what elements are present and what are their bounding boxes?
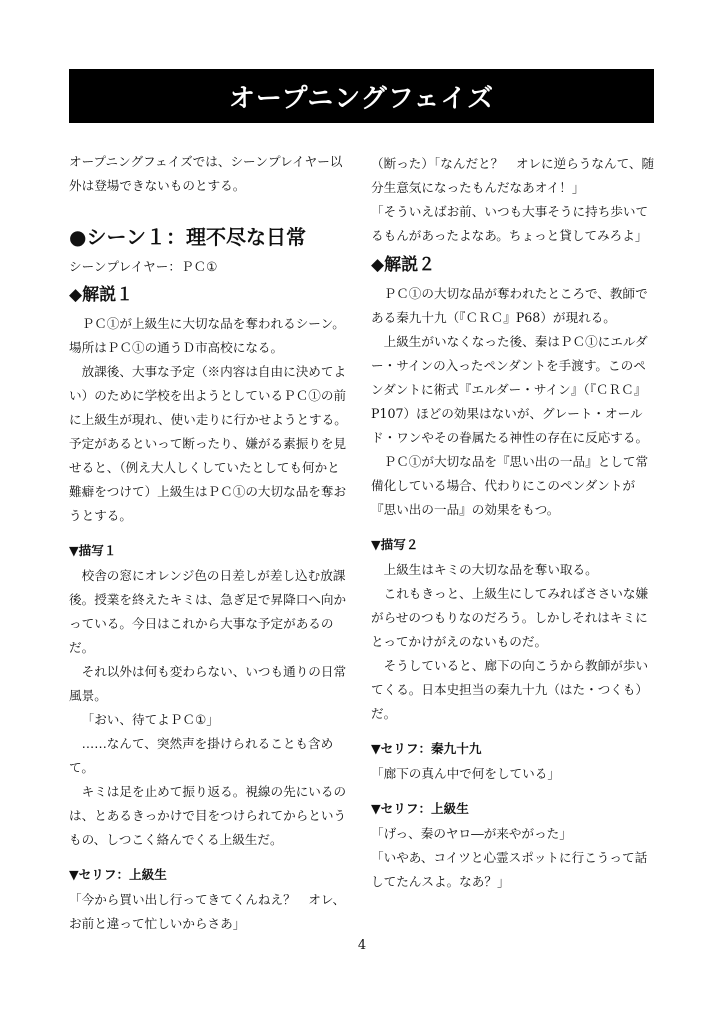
byousha-1-paragraph: キミは足を止めて振り返る。視線の先にいるのは、とあるきっかけで目をつけられてからというもの、しつこく絡んでくる上級生だ。 — [69, 784, 347, 847]
kaisetsu-2-paragraph: ＰＣ①の大切な品が奪われたところで、教師である秦九十九（『ＣＲＣ』P68）が現れる。 — [371, 286, 648, 325]
right-column — [371, 152, 655, 894]
continued-dialogue: 「そういえばお前、いつも大事そうに持ち歩いてるもんがあったよなあ。ちょっと貸してみろよ」 — [371, 204, 649, 243]
left-column — [69, 150, 351, 936]
byousha-2-paragraph: そうしていると、廊下の向こうから教師が歩いてくる。日本史担当の秦九十九（はた・つくも）だ。 — [371, 658, 649, 721]
kaisetsu-2-paragraph: ＰＣ①が大切な品を『思い出の一品』として常備化している場合、代わりにこのペンダントが『思い出の一品』の効果をもつ。 — [371, 454, 649, 517]
serifu-1-heading: ▼セリフ：上級生 — [69, 867, 167, 882]
serifu-2-heading: ▼セリフ：秦九十九 — [371, 741, 482, 756]
intro-paragraph: オープニングフェイズでは、シーンプレイヤー以外は登場できないものとする。 — [69, 154, 343, 193]
serifu-1-line: 「今から買い出し行ってきてくんねえ？ オレ、お前と違って忙しいからさあ」 — [69, 892, 346, 931]
byousha-2-paragraph: これもきっと、上級生にしてみればささいな嫌がらせのつもりなのだろう。しかしそれはキミにとってかけがえのないものだ。 — [371, 586, 649, 649]
kaisetsu-2-heading: ◆解説２ — [371, 255, 436, 275]
byousha-1-paragraph: ……なんて、突然声を掛けられることも含めて。 — [69, 736, 334, 775]
scene-player: シーンプレイヤー：ＰＣ① — [69, 259, 218, 274]
continued-dialogue: （断った）「なんだと？ オレに逆らうなんて、随分生意気になったもんだなあオイ！」 — [371, 156, 655, 195]
page-number: 4 — [357, 938, 367, 953]
serifu-3-line: 「いやあ、コイツと心霊スポットに行こうって話してたんスよ。なあ？」 — [371, 850, 648, 889]
title-banner — [69, 69, 654, 123]
byousha-2-heading: ▼描写２ — [371, 537, 419, 552]
byousha-1-heading: ▼描写１ — [69, 543, 117, 558]
kaisetsu-2-paragraph: 上級生がいなくなった後、秦はＰＣ①にエルダー・サインの入ったペンダントを手渡す。このペンダントに術式『エルダー・サイン』（『ＣＲＣ』P107）ほどの効果はないが、グレート・オールド・ワンやその眷属たる神性の存在に反応する。 — [371, 334, 649, 445]
kaisetsu-1-heading: ◆解説１ — [69, 285, 134, 305]
serifu-3-heading: ▼セリフ：上級生 — [371, 801, 469, 816]
serifu-3-line: 「げっ、秦のヤロ―が来やがった」 — [371, 826, 572, 841]
byousha-1-paragraph: 校舎の窓にオレンジ色の日差しが差し込む放課後。授業を終えたキミは、急ぎ足で昇降口へ向かっている。今日はこれから大事な予定があるのだ。 — [69, 568, 347, 655]
serifu-2-line: 「廊下の真ん中で何をしている」 — [371, 766, 560, 781]
byousha-1-paragraph: それ以外は何も変わらない、いつも通りの日常風景。 — [69, 664, 347, 703]
byousha-2-paragraph: 上級生はキミの大切な品を奪い取る。 — [383, 562, 598, 577]
kaisetsu-1-paragraph: 放課後、大事な予定（※内容は自由に決めてよい）のために学校を出ようとしているＰＣ①の前に上級生が現れ、使い走りに行かせようとする。予定があるといって断ったり、嫌がる素振りを見せると、（例え大人しくしていたとしても何かと難癖をつけて）上級生はＰＣ①の大切な品を奪おうとする。 — [69, 364, 347, 523]
kaisetsu-1-paragraph: ＰＣ①が上級生に大切な品を奪われるシーン。場所はＰＣ①の通うＤ市高校になる。 — [69, 316, 345, 355]
page-title: オープニングフェイズ — [228, 83, 495, 114]
scene-title: ●シーン１：理不尽な日常 — [69, 225, 307, 249]
byousha-1-paragraph: 「おい、待てよＰＣ①」 — [81, 712, 219, 727]
